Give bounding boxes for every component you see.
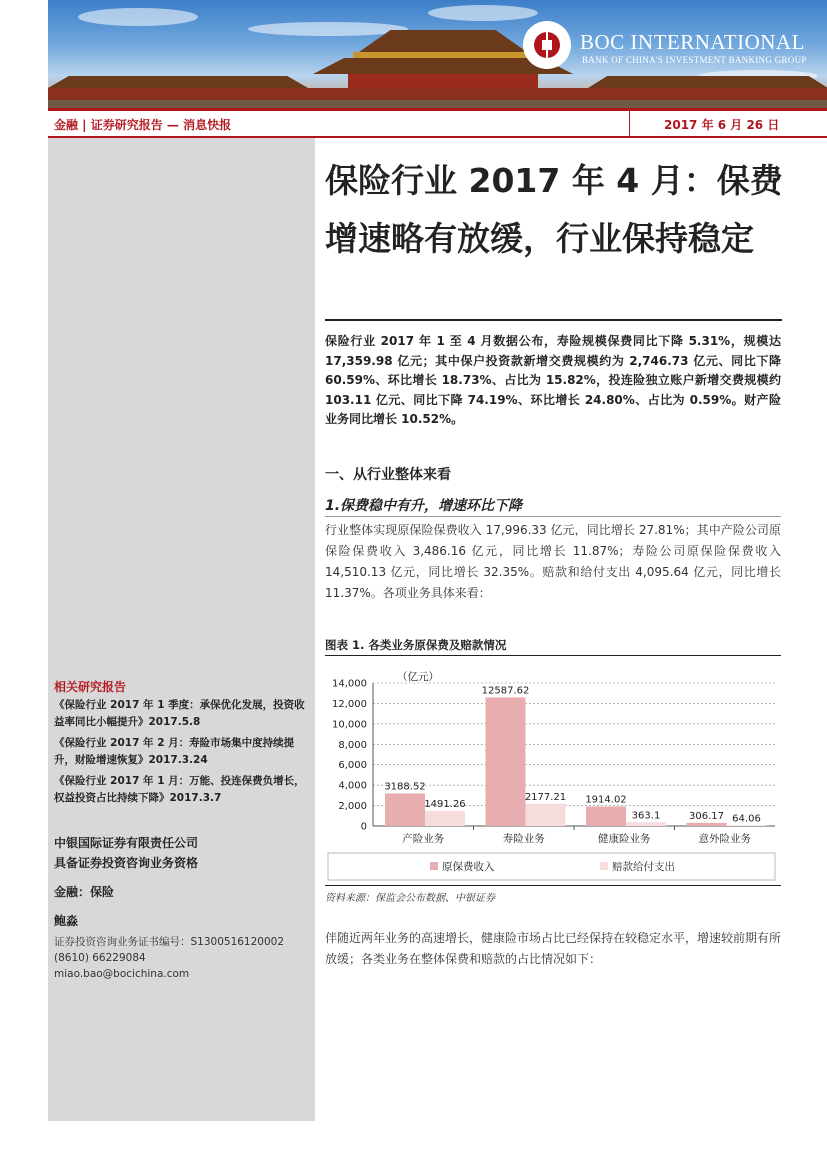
chart-legend — [430, 860, 675, 873]
report-summary: 保险行业 2017 年 1 至 4 月数据公布，寿险规模保费同比下降 5.31%，规模达 17,359.98 亿元；其中保户投资款新增交费规模约为 2,746.73 亿元、同比下降 60.59%、环比增长 18.73%、占比为 15.82%，投连险独立账户新增交费规模约 103.11 亿元、同比下降 74.19%、环比增长 24.80%、占比为 0.59%。财产险业务同比增长 10.52%。 — [325, 334, 781, 426]
bar — [687, 823, 727, 826]
data-label: 12587.62 — [481, 685, 530, 697]
related-reports-title: 相关研究报告 — [54, 680, 127, 694]
report-category: 金融 | 证券研究报告 — 消息快报 — [54, 118, 232, 132]
bar — [586, 806, 626, 826]
x-tick-label: 产险业务 — [402, 833, 445, 845]
chart-y-ticks — [332, 679, 367, 833]
bar — [385, 793, 425, 826]
data-label: 1914.02 — [585, 794, 627, 806]
firm-name-line: 中银国际证券有限责任公司 — [54, 836, 199, 850]
y-tick-label: 10,000 — [332, 719, 367, 731]
figure-source: 资料来源：保监会公布数据、中银证券 — [325, 893, 495, 904]
firm-name — [54, 833, 198, 873]
title-rule — [325, 319, 782, 321]
y-tick-label: 12,000 — [332, 698, 367, 710]
subsection-rule — [325, 516, 781, 517]
figure-rule-bottom — [325, 885, 781, 886]
legend-swatch — [430, 862, 438, 870]
figure-caption: 图表 1. 各类业务原保费及赔款情况 — [325, 638, 507, 652]
legend-swatch — [600, 862, 608, 870]
analyst-email[interactable]: miao.bao@bocichina.com — [54, 968, 190, 980]
brand-subtitle: BANK OF CHINA'S INVESTMENT BANKING GROUP — [582, 55, 807, 65]
chart-legend-box — [328, 853, 775, 880]
y-tick-label: 2,000 — [338, 801, 367, 813]
legend-label: 原保费收入 — [442, 861, 495, 873]
report-title: 保险行业 2017 年 4 月：保费增速略有放缓，行业保持稳定 — [325, 161, 783, 258]
bar — [526, 804, 566, 826]
sector-label: 金融：保险 — [54, 885, 115, 899]
y-tick-label: 0 — [360, 821, 367, 833]
y-tick-label: 6,000 — [338, 760, 367, 772]
section-heading: 一、从行业整体来看 — [325, 467, 451, 483]
x-tick-label: 健康险业务 — [598, 833, 651, 845]
bar — [727, 825, 767, 826]
header-rule-top — [48, 108, 827, 111]
data-label: 64.06 — [732, 813, 761, 825]
y-tick-label: 4,000 — [338, 780, 367, 792]
analyst-name: 鲍淼 — [54, 914, 79, 928]
analyst-cert: 证券投资咨询业务证书编号：S1300516120002 — [54, 936, 285, 948]
data-label: 3188.52 — [384, 781, 426, 793]
y-tick-label: 8,000 — [338, 739, 367, 751]
data-label: 363.1 — [631, 810, 661, 822]
related-report-item[interactable]: 《保险行业 2017 年 1 季度：承保优化发展，投资收益率同比小幅提升》2017.5.8 — [54, 699, 305, 728]
related-report-item[interactable]: 《保险行业 2017 年 1 月：万能、投连保费负增长，权益投资占比持续下降》2017.3.7 — [54, 775, 305, 804]
analyst-phone: (8610) 66229084 — [54, 952, 146, 964]
related-report-item[interactable]: 《保险行业 2017 年 2 月：寿险市场集中度持续提升，财险增速恢复》2017.3.24 — [54, 737, 295, 766]
report-date: 2017 年 6 月 26 日 — [664, 118, 780, 132]
x-tick-label: 寿险业务 — [502, 833, 545, 845]
chart-data-labels — [384, 685, 761, 824]
data-label: 2177.21 — [524, 791, 567, 803]
header-divider — [629, 111, 630, 136]
brand-name: BOC INTERNATIONAL — [580, 30, 805, 54]
x-tick-label: 意外险业务 — [698, 833, 751, 845]
data-label: 1491.26 — [424, 798, 466, 810]
legend-label: 赔款给付支出 — [612, 861, 675, 873]
bar — [486, 697, 526, 826]
bar-chart — [325, 658, 781, 883]
bar — [425, 811, 465, 826]
chart-unit-label: （亿元） — [397, 671, 439, 683]
body-paragraph: 伴随近两年业务的高速增长，健康险市场占比已经保持在较稳定水平，增速较前期有所放缓；各类业务在整体保费和赔款的占比情况如下： — [325, 931, 782, 966]
boc-logo — [523, 21, 571, 69]
bar — [626, 822, 666, 826]
body-paragraph: 行业整体实现原保险保费收入 17,996.33 亿元，同比增长 27.81%；其中产险公司原保险保费收入 3,486.16 亿元，同比增长 11.87%；寿险公司原保险保费收入 14,510.13 亿元，同比增长 32.35%。赔款和给付支出 4,095.64 亿元，同比增长 11.37%。各项业务具体来看： — [325, 523, 781, 600]
chart-x-ticks — [402, 832, 751, 845]
data-label: 306.17 — [689, 810, 724, 822]
figure-rule-top — [325, 655, 781, 656]
firm-qualification: 具备证券投资咨询业务资格 — [54, 856, 199, 870]
subsection-heading: 1.保费稳中有升，增速环比下降 — [325, 498, 523, 514]
y-tick-label: 14,000 — [332, 678, 367, 690]
analyst-info — [54, 934, 284, 982]
